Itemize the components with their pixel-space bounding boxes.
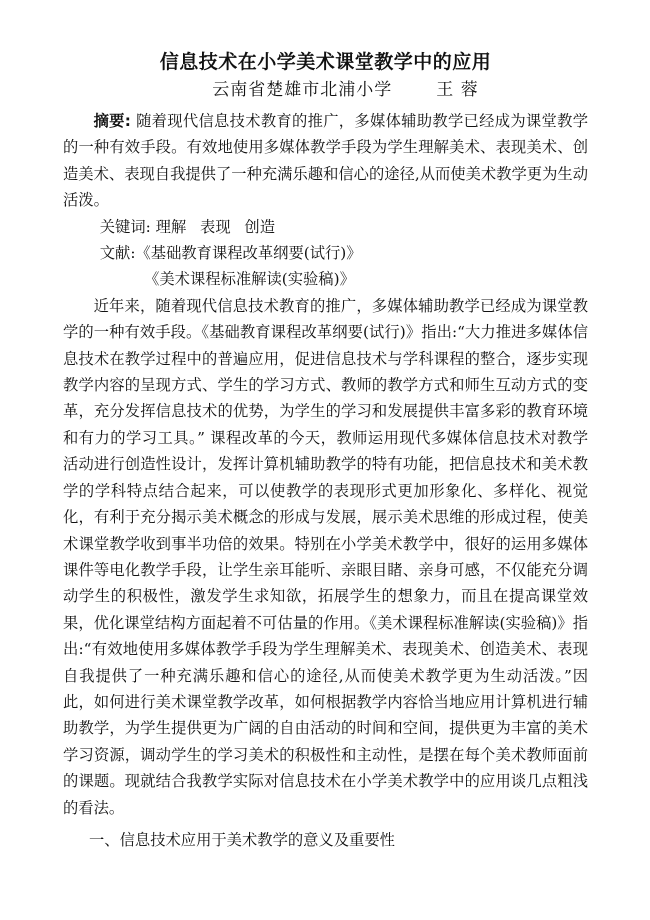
keyword: 理解 (155, 217, 187, 236)
references-line (63, 240, 588, 266)
abstract (63, 108, 588, 214)
author-affiliation: 云南省楚雄市北浦小学 (212, 80, 393, 100)
body-paragraph: 近年来，随着现代信息技术教育的推广，多媒体辅助教学已经成为课堂教学的一种有效手段。《基础教育课程改革纲要(试行)》指出:“大力推进多媒体信息技术在教学过程中的普遍应用，促进信息技术与学科课程的整合，逐步实现教学内容的呈现方式、学生的学习方式、教师的教学方式和师生互动方式的变革，充分发挥信息技术的优势，为学生的学习和发展提供丰富多彩的教育环境和有力的学习工具。” 课程改革的今天，教师运用现代多媒体信息技术对教学活动进行创造性设计，发挥计算机辅助教学的特有功能，把信息技术和美术教学的学科特点结合起来，可以使教学的表现形式更加形象化、多样化、视觉化，有利于充分揭示美术概念的形成与发展，展示美术思维的形成过程，使美术课堂教学收到事半功倍的效果。特别在小学美术教学中，很好的运用多媒体课件等电化教学手段，让学生亲耳能听、亲眼目睹、亲身可感，不仅能充分调动学生的积极性，激发学生求知欲，拓展学生的想象力，而且在提高课堂效果，优化课堂结构方面起着不可估量的作用。《美术课程标准解读(实验稿)》指出:“有效地使用多媒体教学手段为学生理解美术、表现美术、创造美术、表现自我提供了一种充满乐趣和信心的途径,从而使美术教学更为生动活泼。”因此，如何进行美术课堂教学改革，如何根据教学内容恰当地应用计算机进行辅助教学，为学生提供更为广阔的自由活动的时间和空间，提供更为丰富的美术学习资源，调动学生的学习美术的积极性和主动性，是摆在每个美术教师面前的课题。现就结合我教学实际对信息技术在小学美术教学中的应用谈几点粗浅的看法。 (63, 296, 588, 817)
author-name: 王 蓉 (436, 80, 479, 100)
section-heading: 一、信息技术应用于美术教学的意义及重要性 (89, 830, 395, 849)
keyword: 表现 (200, 217, 231, 236)
references-line-2 (63, 266, 588, 292)
keyword: 创造 (244, 217, 275, 236)
reference-item: 《美术课程标准解读(实验稿)》 (144, 270, 355, 289)
reference-item: 《基础教育课程改革纲要(试行)》 (135, 244, 362, 263)
keywords-line (63, 214, 588, 240)
references-label: 文献: (99, 244, 136, 263)
abstract-label: 摘要: (93, 112, 131, 130)
abstract-text: 随着现代信息技术教育的推广，多媒体辅助教学已经成为课堂教学的一种有效手段。有效地使用多媒体教学手段为学生理解美术、表现美术、创造美术、表现自我提供了一种充满乐趣和信心的途径,从而使美术教学更为生动活泼。 (63, 112, 588, 210)
keywords-label: 关键词: (99, 217, 151, 236)
author-line (63, 76, 588, 104)
page-title: 信息技术在小学美术课堂教学中的应用 (159, 51, 492, 73)
